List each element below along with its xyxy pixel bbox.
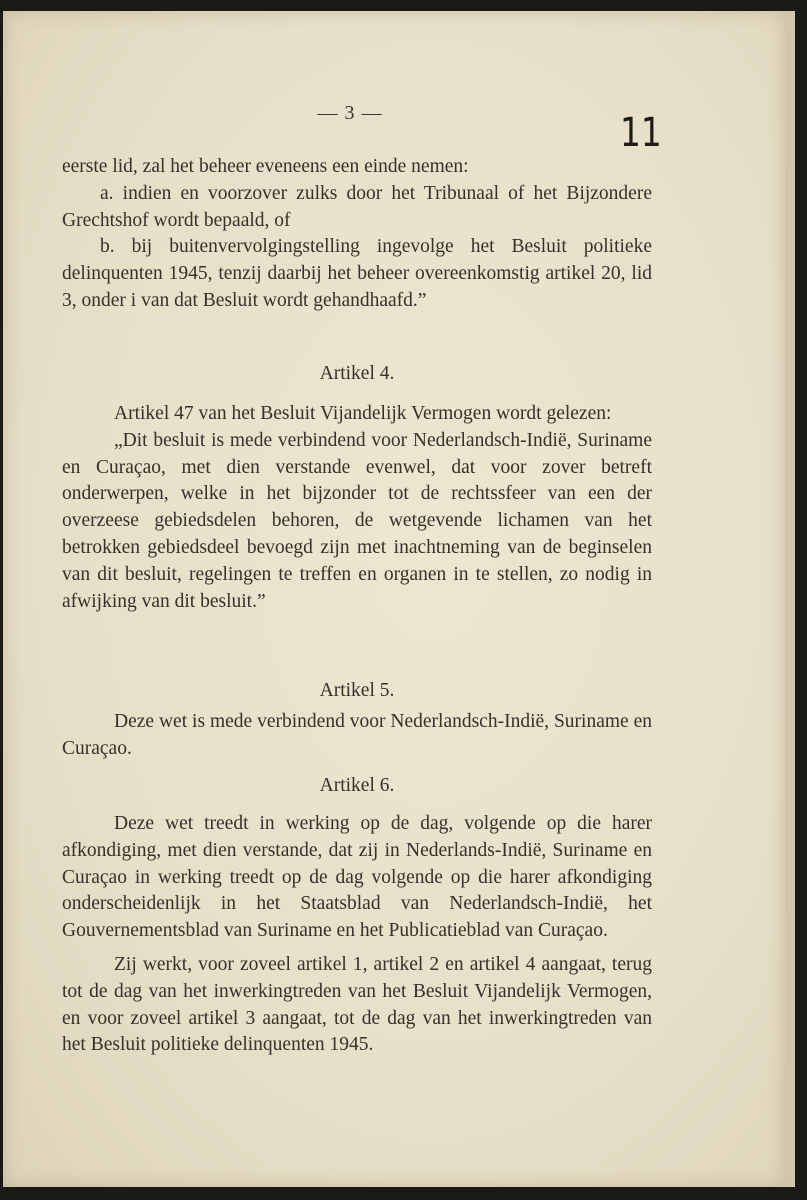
artikel-5-paragraph: Deze wet is mede verbindend voor Nederlandsch-Indië, Suriname en Curaçao.	[62, 711, 652, 759]
artikel-6-paragraph-1: Deze wet treedt in werking op de dag, volgende op die harer afkondiging, met dien verstande, dat zij in Nederlands-Indië, Suriname en Curaçao in werking treedt op de dag volgende op die harer afkondiging onderscheidenlijk in het Staatsblad van Nederlandsch-Indië, het Gouvernementsblad van Suriname en het Publicatieblad van Curaçao.	[62, 813, 652, 942]
artikel-4-quote: „Dit besluit is mede verbindend voor Nederlandsch-Indië, Suriname en Curaçao, met dien verstande evenwel, dat voor zover betreft onderwerpen, welke in het bijzonder tot de rechtssfeer van een der overzeese gebiedsdelen behoren, de wetgevende lichamen van het betrokken gebiedsdeel bevoegd zijn met inachtneming van de beginselen van dit besluit, regelingen te treffen en organen in te stellen, zo nodig in afwijking van dit besluit.”	[62, 429, 652, 612]
intro-item-b: b. bij buitenvervolgingstelling ingevolge het Besluit politieke delinquenten 1945, tenzij daarbij het beheer overeenkomstig artikel 20, lid 3, onder i van dat Besluit wordt gehandhaafd.”	[62, 236, 652, 311]
artikel-6-paragraph-2: Zij werkt, voor zoveel artikel 1, artikel 2 en artikel 4 aangaat, terug tot de dag van het inwerkingtreden van het Besluit Vijandelijk Vermogen, en voor zoveel artikel 3 aangaat, tot de dag van het inwerkingtreden van het Besluit politieke delinquenten 1945.	[62, 953, 652, 1056]
intro-block	[62, 154, 652, 315]
artikel-6-heading: Artikel 6.	[319, 775, 395, 796]
intro-paragraph: eerste lid, zal het beheer eveneens een einde nemen:	[62, 156, 469, 177]
artikel-4-block	[62, 401, 652, 615]
stamped-folio-number: 11	[620, 110, 662, 156]
artikel-4-heading: Artikel 4.	[319, 363, 395, 384]
artikel-5-heading: Artikel 5.	[319, 680, 395, 701]
page-number: — 3 —	[317, 102, 383, 124]
artikel-5-block	[62, 709, 652, 763]
artikel-4-paragraph: Artikel 47 van het Besluit Vijandelijk Vermogen wordt gelezen:	[114, 403, 612, 424]
page-edge	[785, 11, 795, 1187]
artikel-6-block	[62, 811, 652, 1059]
intro-item-a: a. indien en voorzover zulks door het Tribunaal of het Bijzondere Grechtshof wordt bepaald, of	[62, 182, 652, 231]
